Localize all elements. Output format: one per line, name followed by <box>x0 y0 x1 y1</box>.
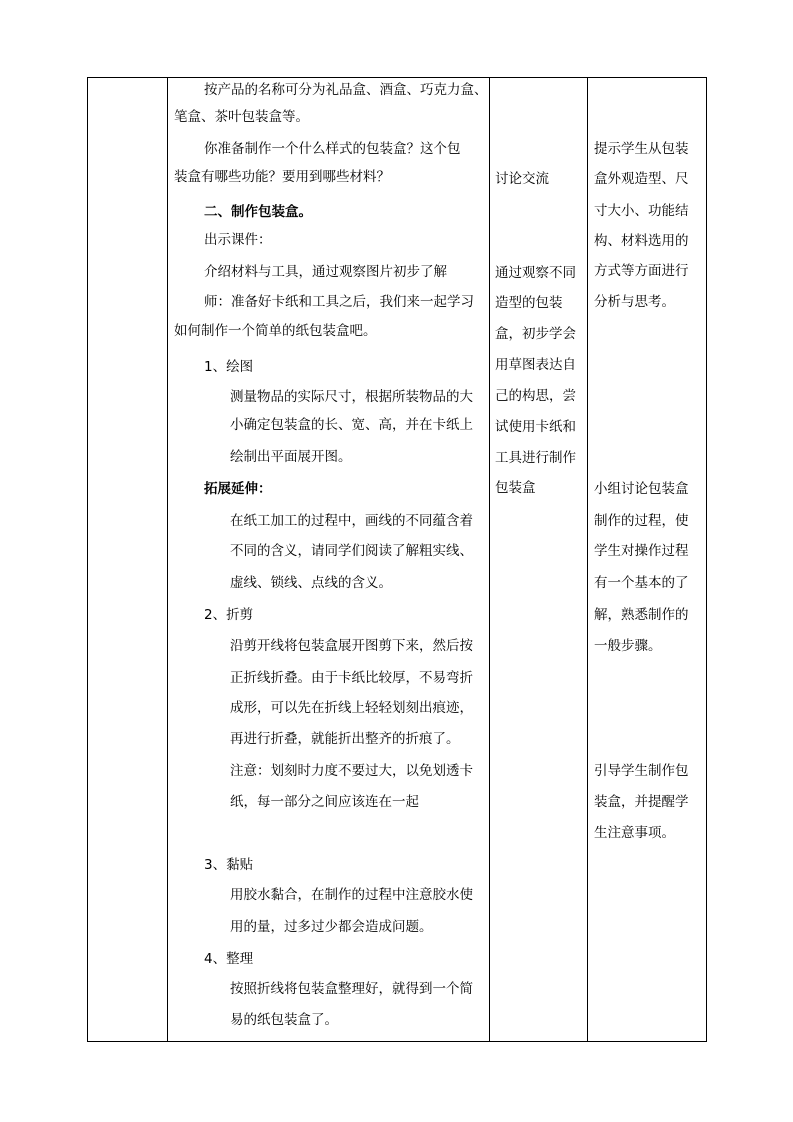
teaching-process-line: 成形，可以先在折线上轻轻划刻出痕迹， <box>230 700 473 716</box>
student-activity-line: 造型的包装 <box>495 295 563 311</box>
teaching-process-line: 介绍材料与工具，通过观察图片初步了解 <box>204 264 447 280</box>
teaching-process-line: 绘制出平面展开图。 <box>230 449 352 465</box>
teaching-process-line: 按产品的名称可分为礼品盒、酒盒、巧克力盒、 <box>204 82 488 98</box>
design-intent-line: 学生对操作过程 <box>594 543 689 559</box>
teaching-process-line: 4、整理 <box>204 951 254 967</box>
teaching-process-line: 再进行折叠，就能折出整齐的折痕了。 <box>230 731 460 747</box>
teaching-process-line: 不同的含义，请同学们阅读了解粗实线、 <box>230 543 473 559</box>
teaching-process-line: 易的纸包装盒了。 <box>230 1012 338 1028</box>
student-activity-column <box>495 78 585 1041</box>
design-intent-line: 提示学生从包装 <box>594 141 689 157</box>
teaching-process-line: 1、绘图 <box>204 359 254 375</box>
student-activity-line: 盒，初步学会 <box>495 326 576 342</box>
teaching-process-line: 用胶水黏合，在制作的过程中注意胶水使 <box>230 887 473 903</box>
first-column-empty <box>88 78 167 1041</box>
teaching-process-line: 2、折剪 <box>204 607 254 623</box>
design-intent-line: 有一个基本的了 <box>594 575 689 591</box>
design-intent-line: 制作的过程，使 <box>594 513 689 529</box>
teaching-process-line: 装盒有哪些功能？要用到哪些材料？ <box>174 169 390 185</box>
teaching-process-line: 注意：划刻时力度不要过大，以免划透卡 <box>230 763 473 779</box>
teaching-process-line: 3、黏贴 <box>204 857 254 873</box>
design-intent-line: 装盒，并提醒学 <box>594 794 689 810</box>
column-divider <box>489 78 490 1041</box>
design-intent-column <box>594 78 706 1041</box>
teaching-process-line: 用的量，过多过少都会造成问题。 <box>230 919 433 935</box>
design-intent-line: 解，熟悉制作的 <box>594 607 689 623</box>
teaching-process-column <box>174 78 486 1041</box>
teaching-process-line: 二、制作包装盒。 <box>204 204 312 220</box>
teaching-process-line: 虚线、锁线、点线的含义。 <box>230 575 392 591</box>
teaching-process-line: 拓展延伸： <box>204 481 272 497</box>
student-activity-line: 通过观察不同 <box>495 265 576 281</box>
teaching-process-line: 师：准备好卡纸和工具之后，我们来一起学习 <box>204 294 474 310</box>
teaching-process-line: 在纸工加工的过程中，画线的不同蕴含着 <box>230 513 473 529</box>
teaching-process-line: 出示课件： <box>204 232 272 248</box>
teaching-process-line: 沿剪开线将包装盒展开图剪下来，然后按 <box>230 638 473 654</box>
design-intent-line: 寸大小、功能结 <box>594 203 689 219</box>
teaching-process-line: 如何制作一个简单的纸包装盒吧。 <box>174 323 377 339</box>
teaching-process-line: 按照折线将包装盒整理好，就得到一个简 <box>230 981 473 997</box>
student-activity-line: 己的构思，尝 <box>495 388 576 404</box>
design-intent-line: 引导学生制作包 <box>594 763 689 779</box>
design-intent-line: 一般步骤。 <box>594 638 662 654</box>
teaching-process-line: 测量物品的实际尺寸，根据所装物品的大 <box>230 389 473 405</box>
student-activity-line: 用草图表达自 <box>495 357 576 373</box>
lesson-table <box>87 77 707 1042</box>
student-activity-line: 工具进行制作 <box>495 450 576 466</box>
design-intent-line: 生注意事项。 <box>594 825 675 841</box>
teaching-process-line: 笔盒、茶叶包装盒等。 <box>174 109 309 125</box>
design-intent-line: 分析与思考。 <box>594 294 675 310</box>
design-intent-line: 构、材料选用的 <box>594 233 689 249</box>
student-activity-line: 讨论交流 <box>495 171 549 187</box>
design-intent-line: 方式等方面进行 <box>594 263 689 279</box>
design-intent-line: 盒外观造型、尺 <box>594 171 689 187</box>
teaching-process-line: 正折线折叠。由于卡纸比较厚，不易弯折 <box>230 670 473 686</box>
teaching-process-line: 小确定包装盒的长、宽、高，并在卡纸上 <box>230 417 473 433</box>
student-activity-line: 试使用卡纸和 <box>495 419 576 435</box>
column-divider <box>587 78 588 1041</box>
column-divider <box>167 78 168 1041</box>
student-activity-line: 包装盒 <box>495 480 536 496</box>
design-intent-line: 小组讨论包装盒 <box>594 481 689 497</box>
teaching-process-line: 纸，每一部分之间应该连在一起 <box>230 794 419 810</box>
teaching-process-line: 你准备制作一个什么样式的包装盒？这个包 <box>204 141 461 157</box>
